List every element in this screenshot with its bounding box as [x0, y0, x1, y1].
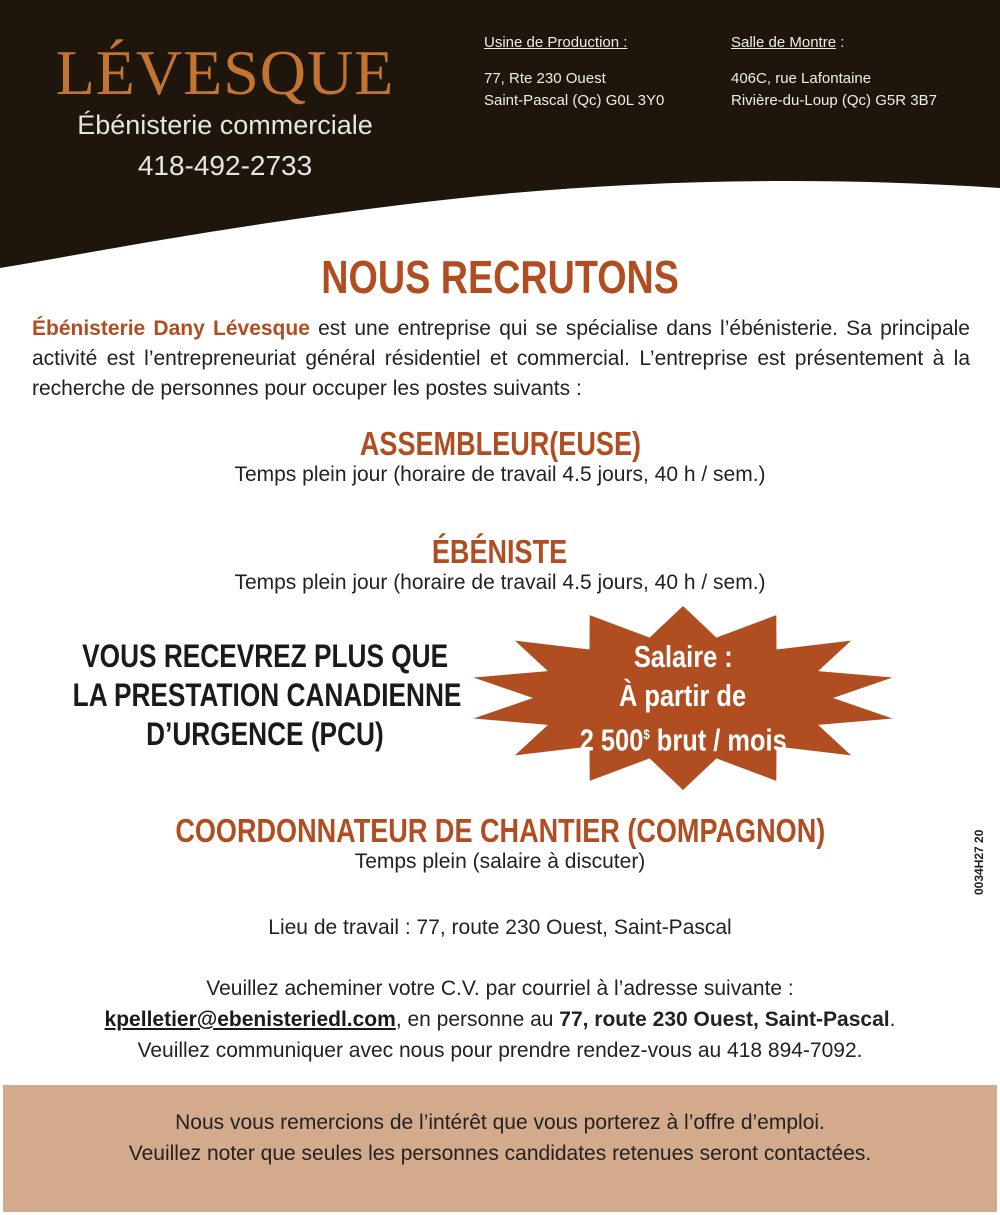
job-desc: Temps plein (salaire à discuter): [354, 850, 646, 873]
job-title: ÉBÉNISTE: [432, 533, 568, 570]
intro-paragraph: [32, 314, 970, 404]
production-address: [484, 32, 664, 112]
company-name: Ébénisterie Dany Lévesque: [32, 317, 310, 340]
showroom-line1: 406C, rue Lafontaine: [731, 70, 872, 87]
job-desc: Temps plein jour (horaire de travail 4.5 jours, 40 h / sem.): [234, 463, 766, 486]
production-line1: 77, Rte 230 Ouest: [484, 70, 606, 87]
contact-line3: Veuillez communiquer avec nous pour prendre rendez-vous au 418 894-7092.: [137, 1039, 863, 1062]
contact-address: 77, route 230 Ouest, Saint-Pascal: [559, 1008, 890, 1031]
job-desc: Temps plein jour (horaire de travail 4.5 jours, 40 h / sem.): [234, 571, 766, 594]
logo-subtitle: Ébénisterie commerciale: [77, 110, 373, 140]
production-label: Usine de Production :: [484, 34, 628, 51]
footer-band: [3, 1085, 997, 1212]
page-title: NOUS RECRUTONS: [321, 251, 679, 303]
job-title: ASSEMBLEUR(EUSE): [359, 425, 641, 462]
showroom-address: [731, 32, 937, 112]
job-assembleur: [0, 425, 1000, 487]
logo-name: LÉVESQUE: [55, 37, 395, 108]
job-ebeniste: [0, 533, 1000, 595]
logo-phone: 418-492-2733: [137, 150, 313, 181]
showroom-line2: Rivière-du-Loup (Qc) G5R 3B7: [731, 92, 937, 109]
company-logo: [30, 38, 420, 186]
salary-badge: Salaire : À partir de 2 500$ brut / mois: [579, 639, 787, 758]
showroom-label: Salle de Montre: [731, 34, 837, 51]
email-link[interactable]: kpelletier@ebenisteriedl.com: [104, 1008, 396, 1031]
contact-line1: Veuillez acheminer votre C.V. par courriel à l’adresse suivante :: [206, 977, 794, 1000]
pcu-notice: VOUS RECEVREZ PLUS QUE LA PRESTATION CANADIENNE D’URGENCE (PCU): [72, 638, 462, 752]
intro-text: est une entreprise qui se spécialise dans l’ébénisterie. Sa principale activité est l’entrepreneuriat général résidentiel et commercial. L’entreprise est présentement à la recherche de personnes pour occuper les postes suivants :: [32, 317, 970, 400]
work-location: Lieu de travail : 77, route 230 Ouest, Saint-Pascal: [268, 916, 732, 939]
job-title: COORDONNATEUR DE CHANTIER (COMPAGNON): [175, 812, 825, 849]
ad-code: 0034H27 20: [972, 829, 986, 895]
header-banner: [0, 0, 1000, 280]
footer-line1: Nous vous remercions de l’intérêt que vous porterez à l’offre d’emploi.: [175, 1111, 825, 1134]
production-line2: Saint-Pascal (Qc) G0L 3Y0: [484, 92, 665, 109]
footer-line2: Veuillez noter que seules les personnes candidates retenues seront contactées.: [128, 1142, 872, 1165]
showroom-colon: :: [836, 34, 845, 51]
contact-info: Veuillez acheminer votre C.V. par courriel à l’adresse suivante : kpelletier@ebenisteriedl.com, en personne au 77, route 230 Ouest, Saint-Pascal. Veuillez communiquer avec nous pour prendre rendez-vous au 418 894-7092.: [0, 973, 1000, 1066]
job-coordonnateur: [0, 812, 1000, 874]
